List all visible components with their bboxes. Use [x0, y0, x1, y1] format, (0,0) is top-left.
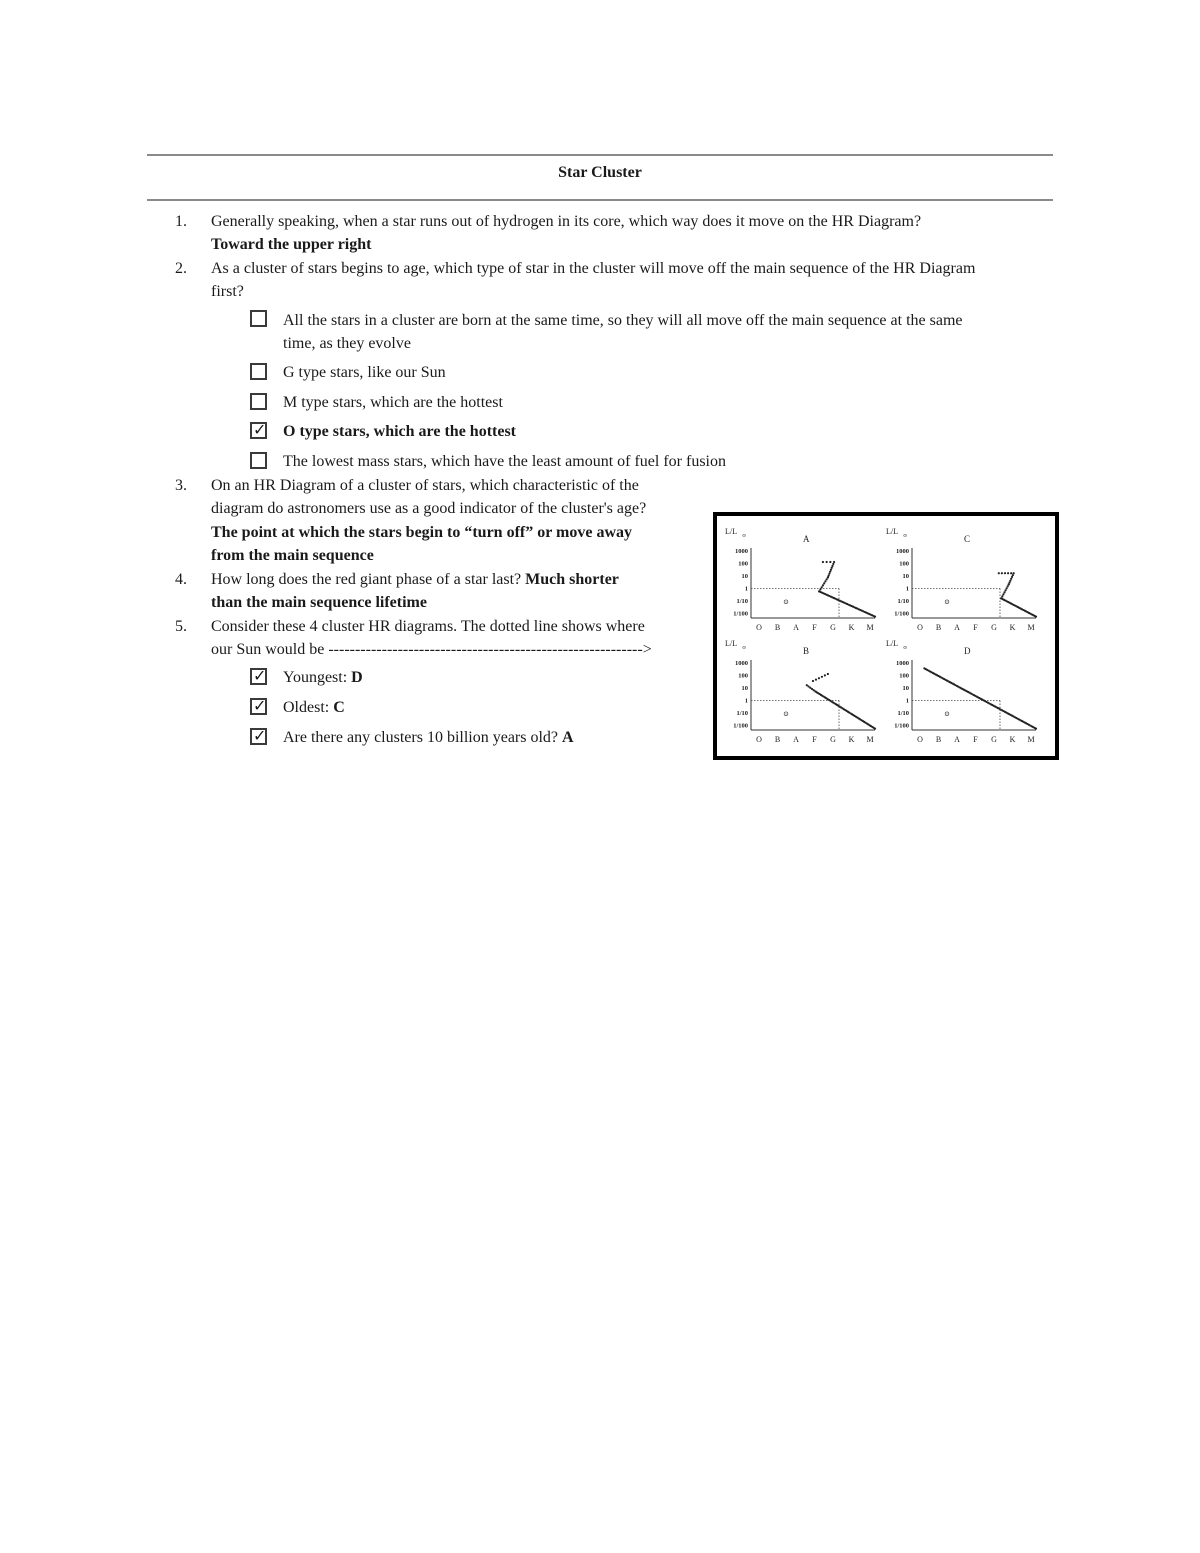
x-tick-label: O [756, 623, 762, 632]
option-checkbox[interactable] [250, 310, 267, 327]
giant-branch-star [830, 569, 832, 571]
option-checkbox[interactable] [250, 393, 267, 410]
question-number: 5. [175, 618, 187, 635]
option-text: Are there any clusters 10 billion years old? A [283, 729, 574, 746]
giant-branch-star [828, 572, 830, 574]
panel-label: A [803, 534, 810, 544]
option-checkbox[interactable] [250, 363, 267, 380]
red-giant-star [998, 572, 1000, 574]
y-tick-label: 1 [744, 697, 748, 705]
question-text: How long does the red giant phase of a star last? Much shorter [211, 571, 619, 588]
x-tick-label: B [774, 623, 781, 632]
giant-branch-star [832, 563, 834, 565]
question-text: first? [211, 283, 244, 300]
check-mark-icon: ✓ [253, 666, 267, 685]
question-text: On an HR Diagram of a cluster of stars, which characteristic of the [211, 477, 639, 494]
question-text: diagram do astronomers use as a good indicator of the cluster's age? [211, 500, 647, 517]
y-tick-label: 1/100 [733, 722, 748, 730]
x-tick-label: M [866, 735, 874, 744]
check-mark-icon: ✓ [253, 420, 267, 439]
page-title: Star Cluster [558, 164, 642, 181]
sun-symbol: ⊙ [903, 534, 908, 539]
y-tick-label: 1/100 [733, 610, 748, 618]
panel-label: C [964, 534, 971, 544]
x-tick-label: K [1009, 735, 1016, 744]
sun-marker: ⊙ [783, 710, 789, 718]
title-underline [147, 199, 1053, 201]
red-giant-star [818, 677, 820, 679]
y-tick-label: 10 [741, 573, 748, 580]
check-mark-icon: ✓ [253, 726, 267, 745]
x-tick-label: O [917, 623, 923, 632]
giant-branch-star [827, 576, 829, 578]
option-checkbox-checked[interactable] [250, 698, 267, 715]
y-tick-label: 1 [905, 585, 909, 593]
x-tick-label: F [973, 623, 978, 632]
option-text: All the stars in a cluster are born at the same time, so they will all move off the main sequence at the same [283, 312, 963, 329]
question-text: Consider these 4 cluster HR diagrams. The dotted line shows where [211, 618, 645, 635]
x-tick-label: K [1009, 623, 1016, 632]
option-checkbox-checked[interactable] [250, 422, 267, 439]
option-text: The lowest mass stars, which have the least amount of fuel for fusion [283, 453, 726, 470]
option-text: Youngest: D [283, 669, 363, 686]
x-tick-label: M [1027, 623, 1035, 632]
x-tick-label: K [848, 623, 855, 632]
x-tick-label: O [756, 735, 762, 744]
red-giant-star [821, 676, 823, 678]
giant-branch-star [1002, 593, 1004, 595]
y-axis-label: L/L [725, 527, 737, 536]
y-tick-label: 1000 [735, 548, 748, 555]
hr-diagrams-image [717, 516, 1055, 756]
x-tick-label: A [954, 735, 960, 744]
x-tick-label: A [954, 623, 960, 632]
main-sequence-star [874, 728, 876, 730]
x-tick-label: M [866, 623, 874, 632]
y-tick-label: 100 [899, 672, 909, 680]
hr-diagrams-figure [713, 512, 1059, 760]
giant-branch-star [819, 588, 821, 590]
giant-branch-star [824, 580, 826, 582]
main-sequence-star [1035, 616, 1037, 618]
red-giant-star [824, 674, 826, 676]
main-sequence-star [874, 616, 876, 618]
y-tick-label: 100 [738, 560, 748, 568]
answer-text: from the main sequence [211, 547, 374, 564]
red-giant-star [1010, 572, 1012, 574]
red-giant-star [812, 680, 814, 682]
red-giant-star [815, 679, 817, 681]
x-tick-label: G [991, 623, 997, 632]
sun-marker: ⊙ [944, 598, 950, 606]
x-tick-label: G [991, 735, 997, 744]
x-tick-label: F [973, 735, 978, 744]
giant-branch-star [818, 590, 820, 592]
y-tick-label: 1/10 [736, 598, 748, 605]
panel-label: B [803, 646, 810, 656]
giant-branch-star [1007, 585, 1009, 587]
answer-text: The point at which the stars begin to “turn off” or move away [211, 524, 633, 541]
giant-branch-star [833, 561, 835, 563]
red-giant-star [826, 561, 828, 563]
x-tick-label: K [848, 735, 855, 744]
red-giant-star [822, 561, 824, 563]
y-tick-label: 1/10 [897, 598, 909, 605]
option-text: time, as they evolve [283, 335, 411, 352]
question-text: As a cluster of stars begins to age, which type of star in the cluster will move off the main sequence of the HR Diagram [211, 260, 976, 277]
x-tick-label: G [830, 623, 836, 632]
x-tick-label: F [812, 623, 817, 632]
x-tick-label: B [774, 735, 781, 744]
y-tick-label: 100 [738, 672, 748, 680]
x-tick-label: B [935, 735, 942, 744]
option-text: G type stars, like our Sun [283, 364, 446, 381]
answer-text: than the main sequence lifetime [211, 594, 427, 611]
y-tick-label: 1/100 [894, 610, 909, 618]
option-text: M type stars, which are the hottest [283, 394, 503, 411]
y-tick-label: 1000 [896, 548, 909, 555]
y-tick-label: 1000 [896, 660, 909, 667]
x-tick-label: B [935, 623, 942, 632]
x-tick-label: O [917, 735, 923, 744]
sun-marker: ⊙ [783, 598, 789, 606]
y-tick-label: 10 [741, 685, 748, 692]
panel-label: D [964, 646, 971, 656]
x-tick-label: M [1027, 735, 1035, 744]
y-tick-label: 10 [902, 685, 909, 692]
question-number: 1. [175, 213, 187, 230]
giant-branch-star [1003, 591, 1005, 593]
giant-branch-star [829, 571, 831, 573]
giant-branch-star [826, 578, 828, 580]
giant-branch-star [831, 565, 833, 567]
option-checkbox-checked[interactable] [250, 668, 267, 685]
y-axis-label: L/L [725, 639, 737, 648]
giant-branch-star [1004, 589, 1006, 591]
top-rule [147, 154, 1053, 156]
y-tick-label: 1 [905, 697, 909, 705]
y-tick-label: 100 [899, 560, 909, 568]
question-text: Generally speaking, when a star runs out of hydrogen in its core, which way does it move on the HR Diagram? [211, 213, 922, 230]
option-text-selected: O type stars, which are the hottest [283, 423, 517, 440]
red-giant-star [1001, 572, 1003, 574]
x-tick-label: A [793, 735, 799, 744]
y-tick-label: 1/10 [897, 710, 909, 717]
red-giant-star [1004, 572, 1006, 574]
giant-branch-star [1000, 597, 1002, 599]
giant-branch-star [831, 567, 833, 569]
red-giant-star [1007, 572, 1009, 574]
question-number: 4. [175, 571, 187, 588]
giant-branch-star [1005, 587, 1007, 589]
question-number: 2. [175, 260, 187, 277]
red-giant-star [827, 673, 829, 675]
y-tick-label: 1 [744, 585, 748, 593]
red-giant-star [829, 561, 831, 563]
x-tick-label: A [793, 623, 799, 632]
y-axis-label: L/L [886, 527, 898, 536]
option-text: Oldest: C [283, 699, 345, 716]
giant-branch-star [828, 574, 830, 576]
giant-branch-star [823, 582, 825, 584]
giant-branch-star [1001, 595, 1003, 597]
main-sequence-star [1035, 728, 1037, 730]
giant-branch-star [814, 690, 816, 692]
option-checkbox-checked[interactable] [250, 728, 267, 745]
question-number: 3. [175, 477, 187, 494]
x-tick-label: G [830, 735, 836, 744]
sun-marker: ⊙ [944, 710, 950, 718]
x-tick-label: F [812, 735, 817, 744]
y-tick-label: 1000 [735, 660, 748, 667]
giant-branch-star [1013, 572, 1015, 574]
sun-symbol: ⊙ [903, 646, 908, 651]
giant-branch-star [821, 586, 823, 588]
sun-symbol: ⊙ [742, 534, 747, 539]
sun-symbol: ⊙ [742, 646, 747, 651]
y-axis-label: L/L [886, 639, 898, 648]
question-text: our Sun would be -----------------------------------------------------------> [211, 641, 652, 658]
y-tick-label: 1/100 [894, 722, 909, 730]
answer-text: Toward the upper right [211, 236, 372, 253]
y-tick-label: 10 [902, 573, 909, 580]
y-tick-label: 1/10 [736, 710, 748, 717]
giant-branch-star [822, 584, 824, 586]
check-mark-icon: ✓ [253, 696, 267, 715]
option-checkbox[interactable] [250, 452, 267, 469]
